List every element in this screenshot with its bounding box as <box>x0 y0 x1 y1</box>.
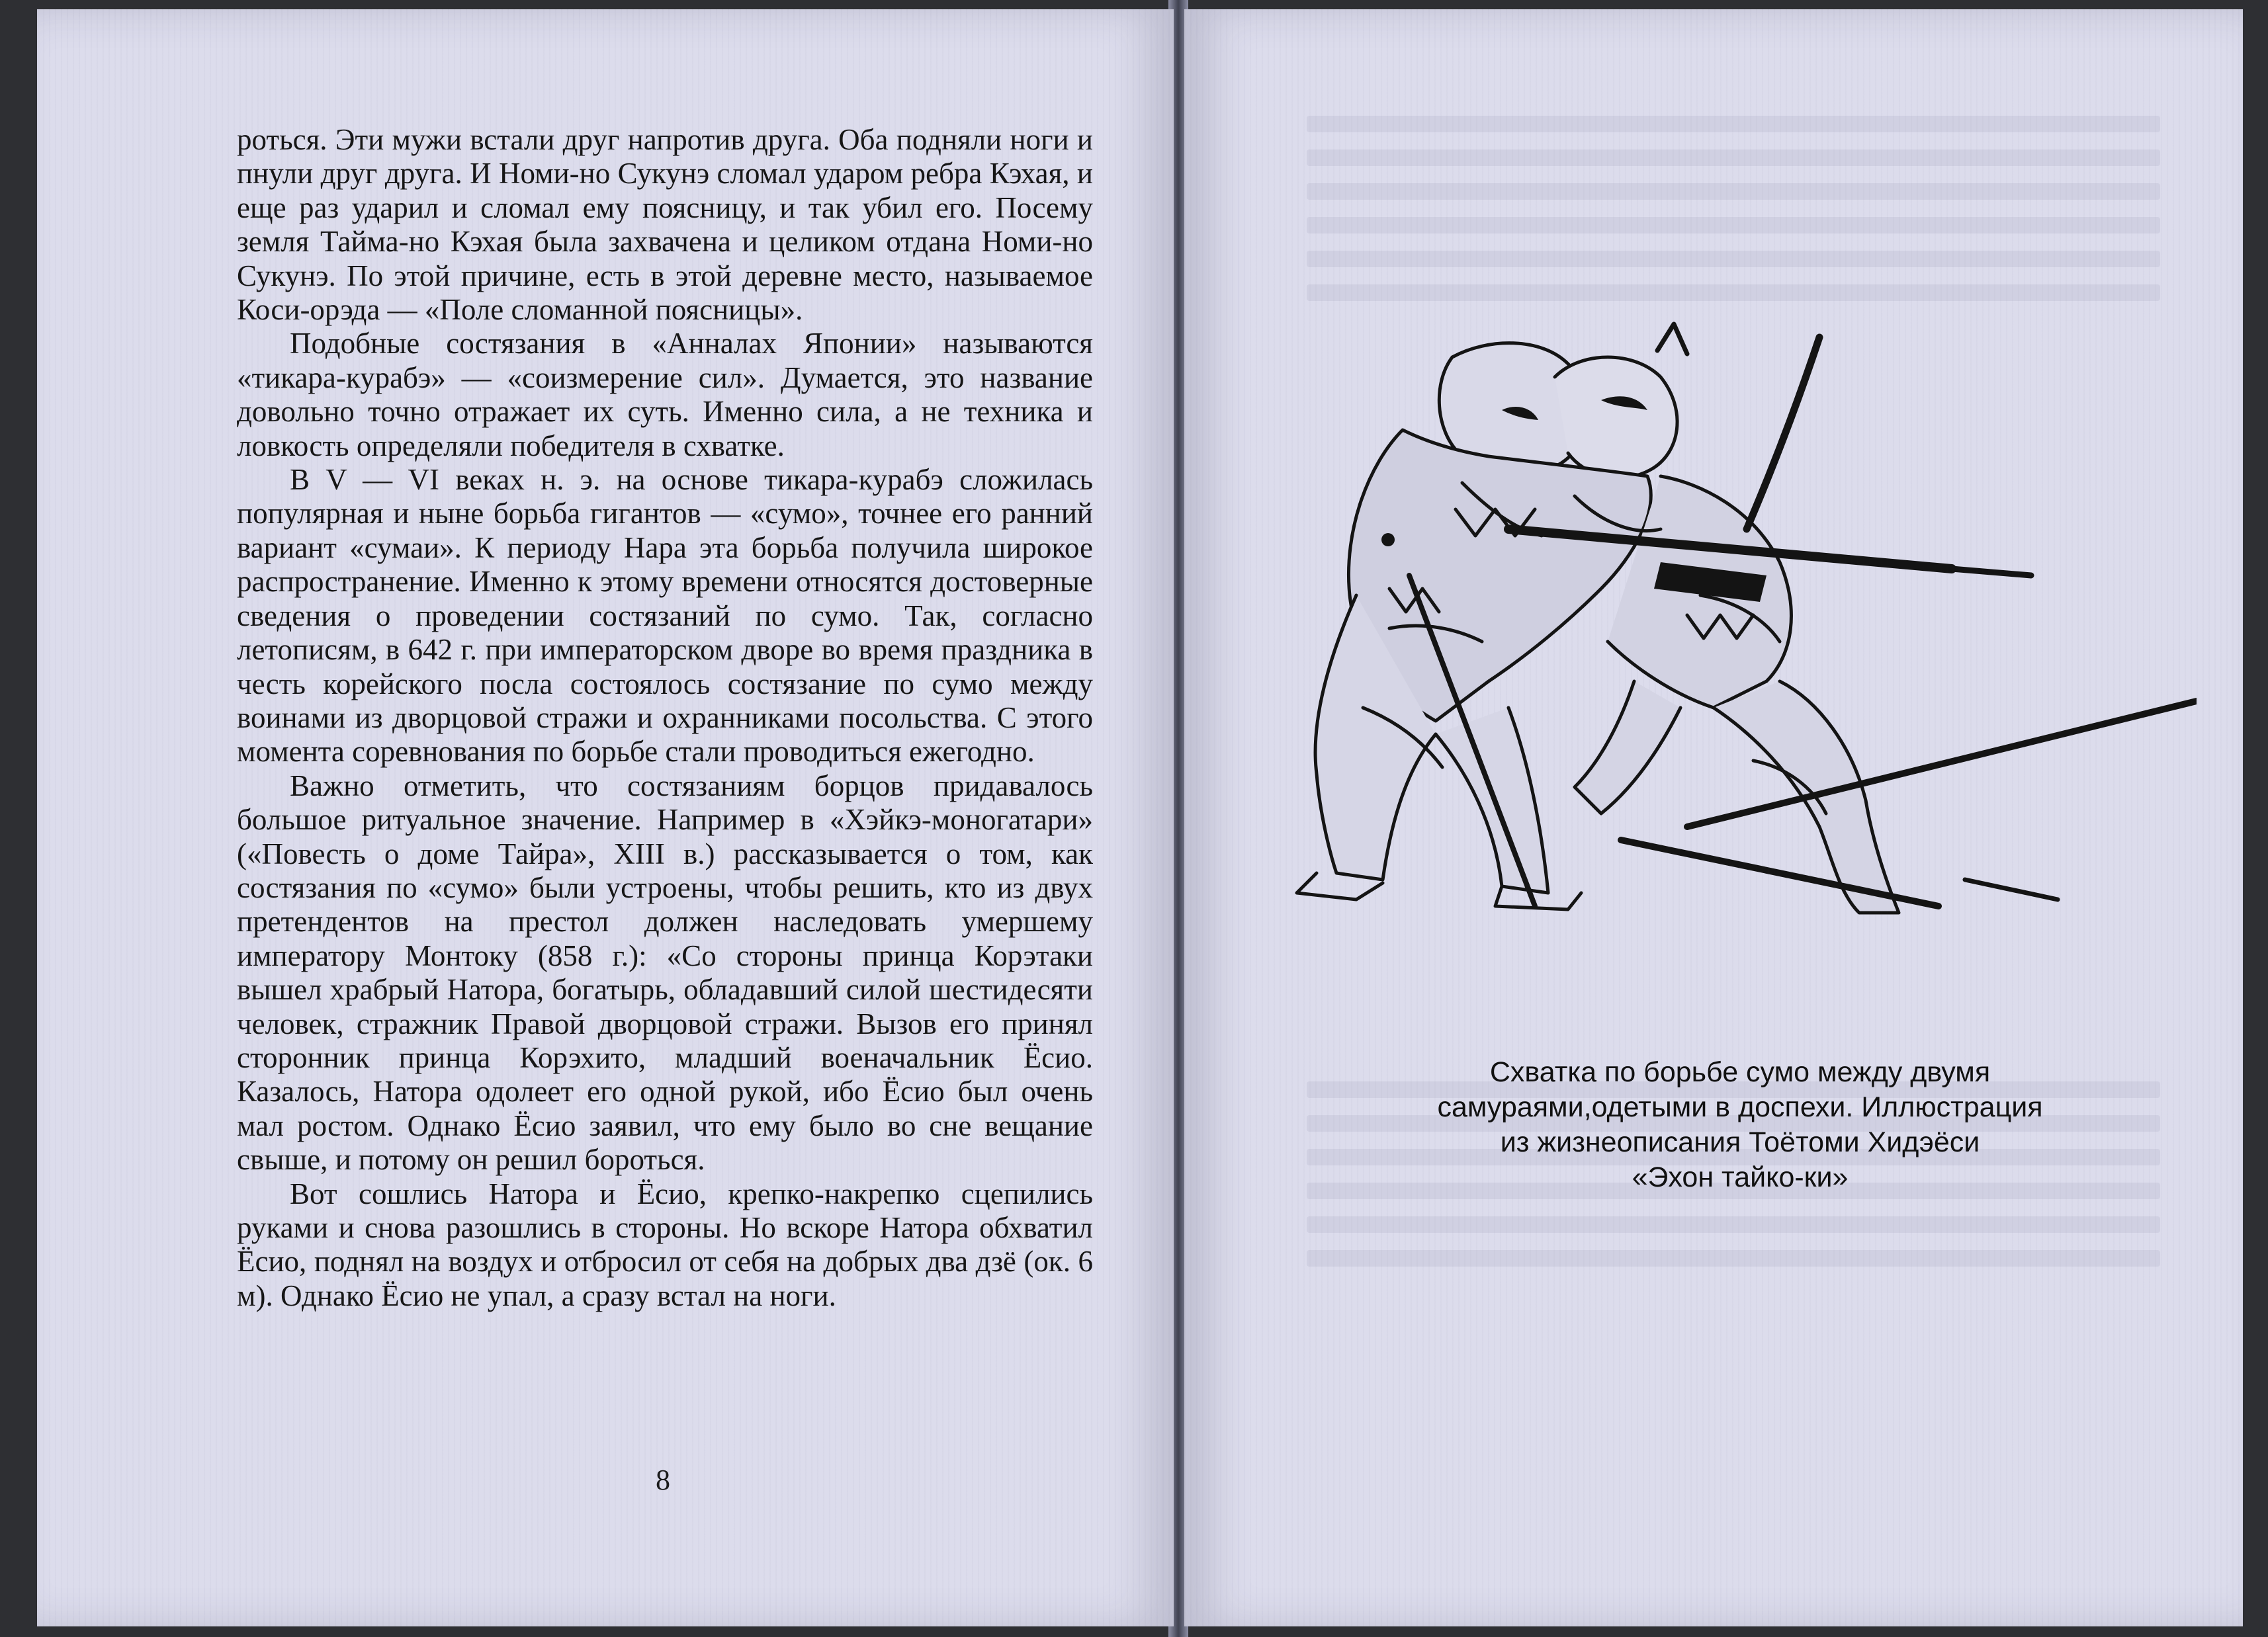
page-number: 8 <box>656 1464 670 1496</box>
caption-line: Схватка по борьбе сумо между двумя <box>1489 1056 1991 1088</box>
paragraph: Подобные состязания в «Анналах Японии» называются «тикара-курабэ» — «соизмерение сил». Думается, это название довольно точно отражает их суть. Именно сила, а не техника и ловкость определяли победителя в схватке. <box>237 327 1093 462</box>
caption-line: «Эхон тайко-ки» <box>1632 1161 1849 1193</box>
paragraph: роться. Эти мужи встали друг напротив друга. Оба подняли ноги и пнули друг друга. И Номи-но Сукунэ сломал ударом ребра Кэхая, и еще раз ударил и сломал ему поясницу, и так убил его. Посему земля Тайма-но Кэхая была захвачена и целиком отдана Номи-но Сукунэ. По этой причине, есть в этой деревне место, называемое Коси-орэда — «Поле сломанной поясницы». <box>237 123 1093 327</box>
paragraph: Важно отметить, что состязаниям борцов придавалось большое ритуальное значение. Например в «Хэйкэ-моногатари» («Повесть о доме Тайра», XIII в.) рассказывается о том, как состязания по «сумо» были устроены, чтобы решить, кто из двух претендентов на престол должен наследовать умершему императору Монтоку (858 г.): «Со стороны принца Корэтаки вышел храбрый Натора, богатырь, обладавший силой шестидесяти человек, стражник Правой дворцовой стражи. Вызов его принял сторонник принца Корэхито, младший военачальник Ёсио. Казалось, Натора одолеет его одной рукой, ибо Ёсио был очень мал ростом. Однако Ёсио заявил, что ему было во сне вещание свыше, и потому он решил бороться. <box>237 769 1093 1177</box>
caption-line: самураями,одетыми в доспехи. Иллюстрация <box>1437 1091 2043 1123</box>
paragraph: В V — VI веках н. э. на основе тикара-курабэ сложилась популярная и ныне борьба гигантов — «сумо», точнее его ранний вариант «сумаи». К периоду Нара эта борьба получила широкое распространение. Именно к этому времени относятся достоверные сведения о проведении состязаний по сумо. Так, согласно летописям, в 642 г. при императорском дворе во время праздника в честь корейского посла состоялось состязание по сумо между воинами из дворцовой стражи и охранниками посольства. С этого момента соревнования по борьбе стали проводиться ежегодно. <box>237 463 1093 769</box>
illustration-caption <box>1350 1055 2130 1195</box>
left-page <box>37 9 1174 1626</box>
caption-line: из жизнеописания Тоётоми Хидэёси <box>1500 1126 1980 1158</box>
samurai-wrestling-illustration <box>1290 311 2197 946</box>
paragraph: Вот сошлись Натора и Ёсио, крепко-накрепко сцепились руками и снова разошлись в стороны. Но вскоре Натора обхватил Ёсио, поднял на воздух и отбросил от себя на добрых два дзё (ок. 6 м). Однако Ёсио не упал, а сразу встал на ноги. <box>237 1177 1093 1312</box>
body-text <box>237 123 1093 1313</box>
